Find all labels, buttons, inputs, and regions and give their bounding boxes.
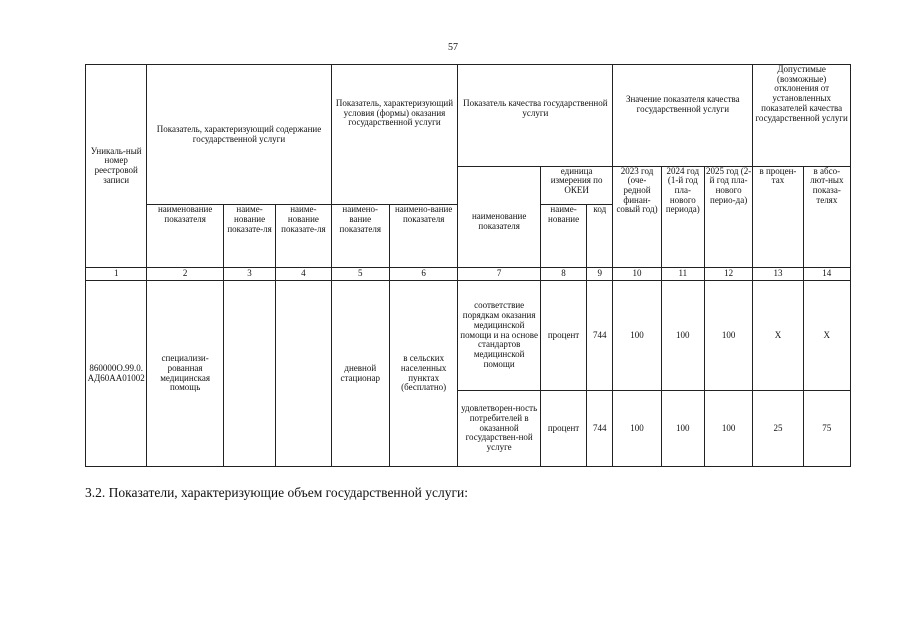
- column-number: 7: [458, 268, 541, 281]
- section-heading-3-2: 3.2. Показатели, характеризующие объем государственной услуги:: [85, 485, 468, 500]
- column-number: 3: [223, 268, 275, 281]
- column-number: 6: [389, 268, 457, 281]
- column-number: 9: [587, 268, 613, 281]
- header-year-2023: 2023 год (оче-редной финан-совый год): [613, 166, 661, 268]
- header-cond-col1: наимено-вание показателя: [331, 205, 389, 268]
- indicator-code: 744: [587, 281, 613, 391]
- header-unique-number: Уникаль-ный номер реестровой записи: [86, 65, 147, 268]
- header-quality-group: Показатель качества государственной услуги: [458, 65, 613, 167]
- quality-indicators-table: [85, 64, 851, 467]
- indicator-name: соответствие порядкам оказания медицинской помощи и на основе стандартов медицинской помощи: [458, 281, 541, 391]
- column-number: 5: [331, 268, 389, 281]
- record-unique-number: 860000О.99.0.АД60АА01002: [86, 281, 147, 467]
- record-content2: [223, 281, 275, 467]
- header-year-2024: 2024 год (1-й год пла-нового периода): [661, 166, 704, 268]
- header-value-group: Значение показателя качества государственной услуги: [613, 65, 753, 167]
- record-cond2: в сельских населенных пунктах (бесплатно): [389, 281, 457, 467]
- record-cond1: дневной стационар: [331, 281, 389, 467]
- column-number: 12: [704, 268, 752, 281]
- header-dev-percent: в процен-тах: [753, 166, 803, 268]
- header-okei-name: наиме-нование: [540, 205, 586, 268]
- table-row: [86, 281, 851, 391]
- record-content1: специализи-рованная медицинская помощь: [147, 281, 223, 467]
- column-number: 10: [613, 268, 661, 281]
- value-2023: 100: [613, 281, 661, 391]
- value-2025: 100: [704, 390, 752, 466]
- column-number: 4: [276, 268, 331, 281]
- deviation-absolute: X: [803, 281, 850, 391]
- column-number-row: [86, 268, 851, 281]
- column-number: 1: [86, 268, 147, 281]
- value-2025: 100: [704, 281, 752, 391]
- header-deviation-group: Допустимые (возможные) отклонения от установленных показателей качества государственной услуги: [753, 65, 851, 167]
- header-content-col1: наименование показателя: [147, 205, 223, 268]
- deviation-absolute: 75: [803, 390, 850, 466]
- header-cond-col2: наимено-вание показателя: [389, 205, 457, 268]
- page-number: 57: [448, 42, 458, 53]
- indicator-unit: процент: [540, 281, 586, 391]
- value-2024: 100: [661, 281, 704, 391]
- header-okei-unit: единица измерения по ОКЕИ: [540, 166, 612, 205]
- deviation-percent: X: [753, 281, 803, 391]
- header-year-2025: 2025 год (2-й год пла-нового перио-да): [704, 166, 752, 268]
- column-number: 13: [753, 268, 803, 281]
- value-2024: 100: [661, 390, 704, 466]
- column-number: 14: [803, 268, 850, 281]
- column-number: 8: [540, 268, 586, 281]
- header-content-group: Показатель, характеризующий содержание государственной услуги: [147, 65, 331, 205]
- header-dev-absolute: в абсо-лют-ных показа-телях: [803, 166, 850, 268]
- record-content3: [276, 281, 331, 467]
- indicator-unit: процент: [540, 390, 586, 466]
- value-2023: 100: [613, 390, 661, 466]
- header-content-col3: наиме-нование показате-ля: [276, 205, 331, 268]
- column-number: 11: [661, 268, 704, 281]
- header-okei-code: код: [587, 205, 613, 268]
- indicator-code: 744: [587, 390, 613, 466]
- deviation-percent: 25: [753, 390, 803, 466]
- header-quality-name: наименование показателя: [458, 166, 541, 268]
- column-number: 2: [147, 268, 223, 281]
- indicator-name: удовлетворен-ность потребителей в оказанной государствен-ной услуге: [458, 390, 541, 466]
- header-content-col2: наиме-нование показате-ля: [223, 205, 275, 268]
- header-conditions-group: Показатель, характеризующий условия (формы) оказания государственной услуги: [331, 65, 458, 205]
